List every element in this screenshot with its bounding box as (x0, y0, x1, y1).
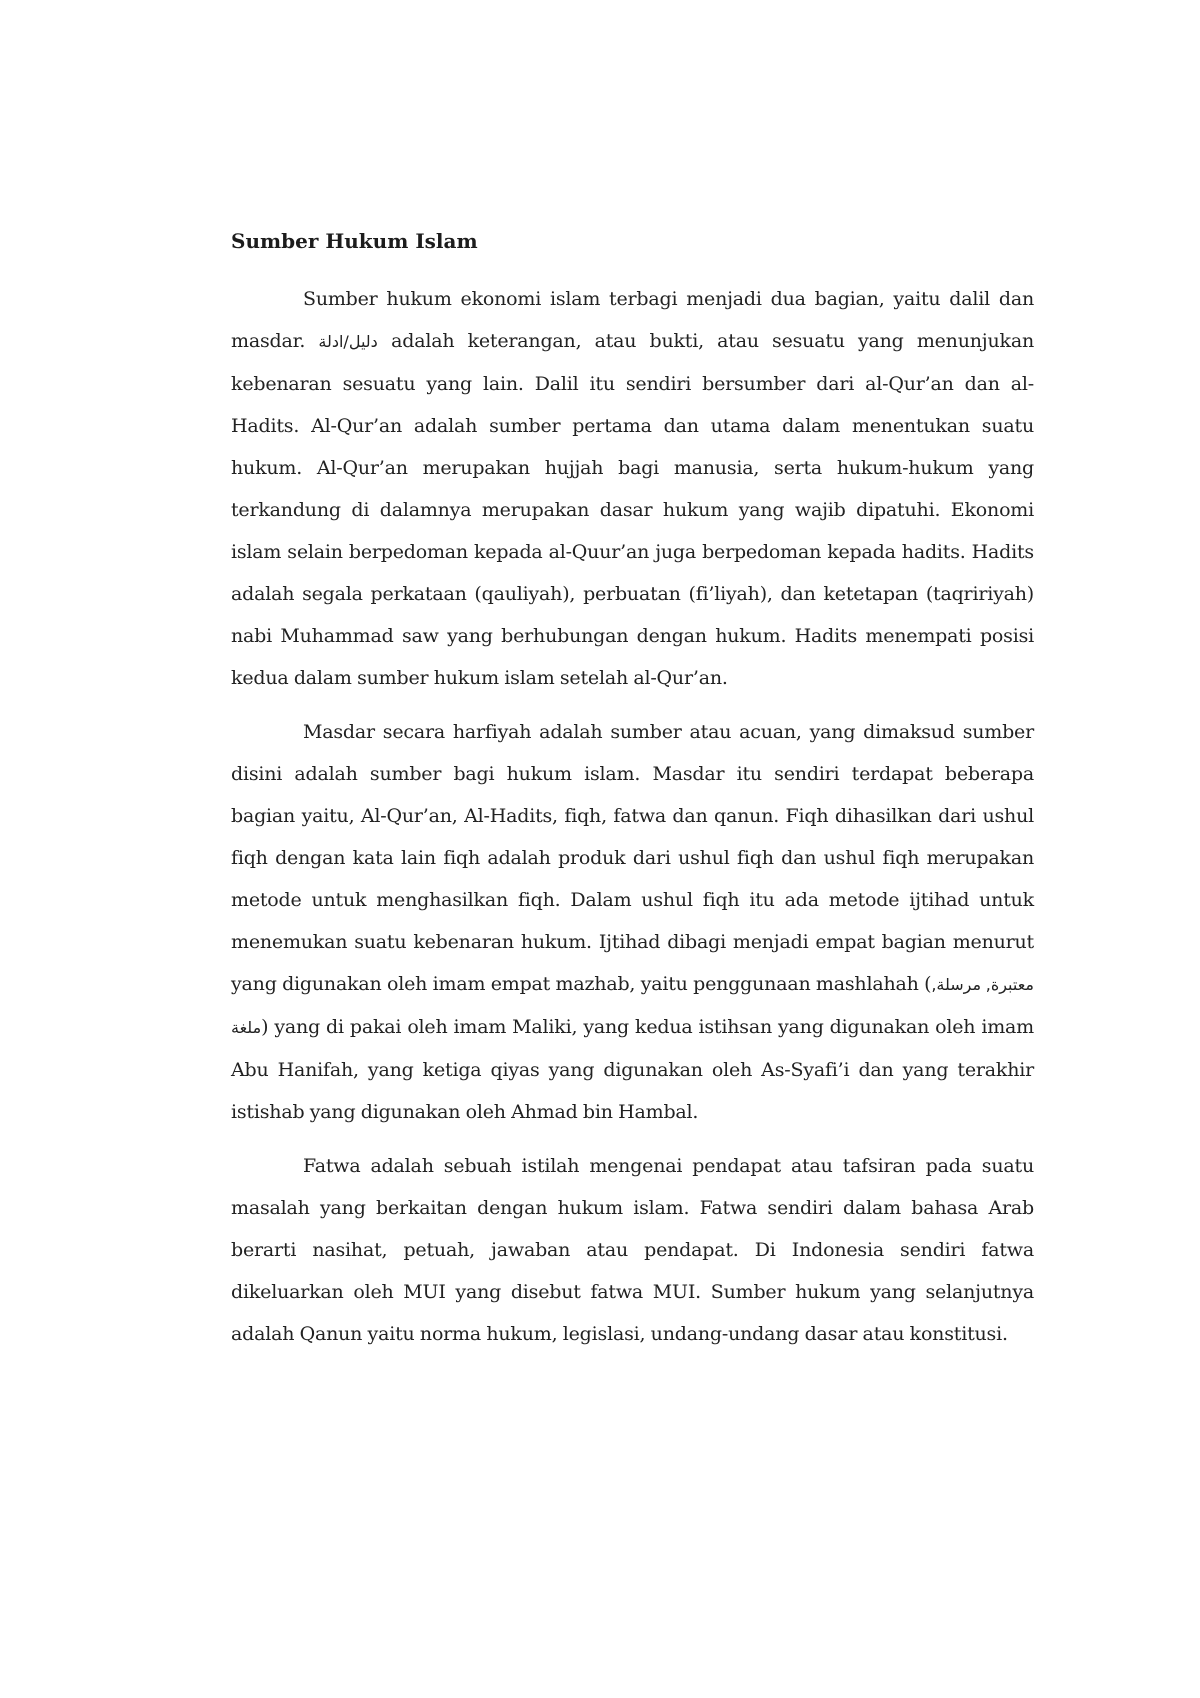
paragraph-fatwa (231, 1145, 1034, 1356)
arabic-term: دليل/ادلة (318, 332, 378, 351)
paragraph-text: ) yang di pakai oleh imam Maliki, yang kedua istihsan yang digunakan oleh imam Abu Hanifah, yang ketiga qiyas yang digunakan oleh As-Syafi’i dan yang terakhir istishab yang digunakan oleh Ahmad bin Hambal. (231, 1016, 1034, 1123)
paragraph-text: adalah keterangan, atau bukti, atau sesuatu yang menunjukan kebenaran sesuatu yang lain. Dalil itu sendiri bersumber dari al-Qur’an dan al-Hadits. Al-Qur’an adalah sumber pertama dan utama dalam menentukan suatu hukum. Al-Qur’an merupakan hujjah bagi manusia, serta hukum-hukum yang terkandung di dalamnya merupakan dasar hukum yang wajib dipatuhi. Ekonomi islam selain berpedoman kepada al-Quur’an juga berpedoman kepada hadits. Hadits adalah segala perkataan (qauliyah), perbuatan (fi’liyah), dan ketetapan (taqririyah) nabi Muhammad saw yang berhubungan dengan hukum. Hadits menempati posisi kedua dalam sumber hukum islam setelah al-Qur’an. (231, 330, 1034, 689)
paragraph-text: Fatwa adalah sebuah istilah mengenai pendapat atau tafsiran pada suatu masalah yang berkaitan dengan hukum islam. Fatwa sendiri dalam bahasa Arab berarti nasihat, petuah, jawaban atau pendapat. Di Indonesia sendiri fatwa dikeluarkan oleh MUI yang disebut fatwa MUI. Sumber hukum yang selanjutnya adalah Qanun yaitu norma hukum, legislasi, undang-undang dasar atau konstitusi. (231, 1155, 1034, 1345)
document-body (231, 228, 1034, 1368)
paragraph-masdar (231, 711, 1034, 1133)
paragraph-text: Masdar secara harfiyah adalah sumber atau acuan, yang dimaksud sumber disini adalah sumber bagi hukum islam. Masdar itu sendiri terdapat beberapa bagian yaitu, Al-Qur’an, Al-Hadits, fiqh, fatwa dan qanun. Fiqh dihasilkan dari ushul fiqh dengan kata lain fiqh adalah produk dari ushul fiqh dan ushul fiqh merupakan metode untuk menghasilkan fiqh. Dalam ushul fiqh itu ada metode ijtihad untuk menemukan suatu kebenaran hukum. Ijtihad dibagi menjadi empat bagian menurut yang digunakan oleh imam empat mazhab, yaitu penggunaan mashlahah ( (231, 721, 1034, 995)
paragraph-text: Sumber hukum ekonomi islam terbagi menjadi dua bagian, yaitu dalil dan masdar. (231, 288, 1034, 352)
paragraph-dalil (231, 278, 1034, 699)
section-heading: Sumber Hukum Islam (231, 229, 478, 253)
arabic-term: معتبرة, مرسلة, ملغة (231, 975, 1035, 1037)
